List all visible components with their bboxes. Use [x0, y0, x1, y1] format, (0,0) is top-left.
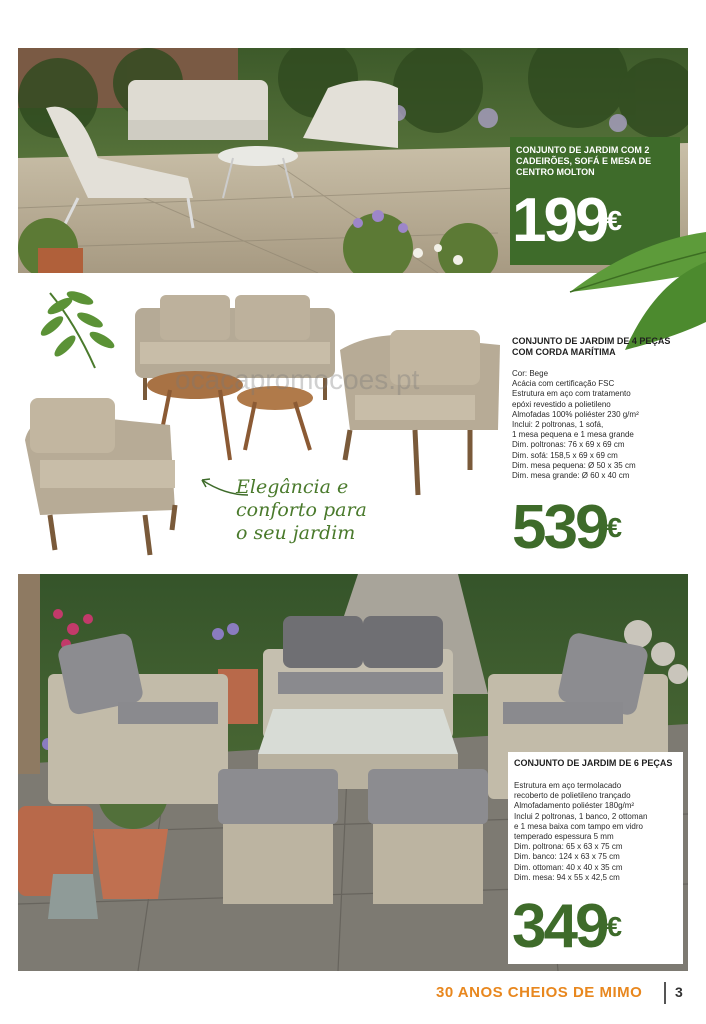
offer3-title: CONJUNTO DE JARDIM DE 6 PEÇAS [514, 758, 673, 768]
offer3-spec-line: e 1 mesa baixa com tampo em vidro [514, 821, 643, 831]
offer2-spec-line: Dim. sofá: 158,5 x 69 x 69 cm [512, 450, 618, 460]
offer3-currency: € [606, 911, 623, 942]
offer3-spec-line: Dim. mesa: 94 x 55 x 42,5 cm [514, 872, 620, 882]
offer2-spec-line: Dim. mesa grande: Ø 60 x 40 cm [512, 471, 630, 481]
footer-tagline: 30 ANOS CHEIOS DE MIMO [436, 984, 643, 1001]
tropical-leaf-decoration [565, 232, 706, 352]
offer2-price-value: 539 [512, 493, 607, 562]
offer2-currency: € [606, 512, 623, 543]
offer3-spec-line: Inclui 2 poltronas, 1 banco, 2 ottoman [514, 811, 648, 821]
offer3-spec-line: Almofadamento poliéster 180g/m² [514, 801, 635, 811]
offer2-spec-line: epóxi revestido a polietileno [512, 399, 611, 409]
offer3-spec-line: Dim. poltrona: 65 x 63 x 75 cm [514, 842, 623, 852]
slogan-line-3: o seu jardim [236, 522, 356, 544]
offer2-spec-line: Acácia com certificação FSC [512, 379, 615, 389]
offer1-currency: € [606, 205, 623, 236]
offer3-price [512, 892, 623, 961]
offer2-spec-line: Cor: Bege [512, 369, 549, 378]
offer2-spec-line: Almofadas 100% poliéster 230 g/m² [512, 409, 639, 419]
offer2-spec-line: Dim. poltronas: 76 x 69 x 69 cm [512, 440, 625, 450]
offer3-spec-line: temperado espessura 5 mm [514, 832, 614, 842]
footer-divider [664, 982, 666, 1004]
offer3-specs [514, 781, 682, 883]
slogan-line-1: Elegância e [236, 476, 349, 498]
offer3-spec-line: Dim. ottoman: 40 x 40 x 35 cm [514, 862, 623, 872]
offer1-price-value: 199 [512, 186, 607, 255]
watermark-text: ocacapromocoes.pt [175, 364, 420, 395]
offer1-title: CONJUNTO DE JARDIM COM 2 CADEIRÕES, SOFÁ E MESA DE CENTRO MOLTON [516, 145, 652, 177]
offer3-spec-line: recoberto de polietileno trançado [514, 791, 631, 801]
offer2-price [512, 493, 623, 562]
offer2-specs [512, 369, 697, 481]
slogan-line-2: conforto para [236, 499, 367, 521]
offer2-spec-line: Inclui: 2 poltronas, 1 sofá, [512, 420, 604, 430]
offer2-spec-line: Dim. mesa pequena: Ø 50 x 35 cm [512, 460, 636, 470]
offer3-spec-line: Dim. banco: 124 x 63 x 75 cm [514, 852, 620, 862]
page-number: 3 [675, 984, 683, 1000]
offer2-title: CONJUNTO DE JARDIM DE 4 PEÇAS COM CORDA MARÍTIMA [512, 336, 671, 357]
offer2-spec-line: 1 mesa pequena e 1 mesa grande [512, 430, 634, 440]
offer2-spec-line: Estrutura em aço com tratamento [512, 389, 631, 399]
offer3-price-value: 349 [512, 892, 607, 961]
slogan [236, 476, 396, 545]
offer3-spec-line: Estrutura em aço termolacado [514, 781, 622, 790]
